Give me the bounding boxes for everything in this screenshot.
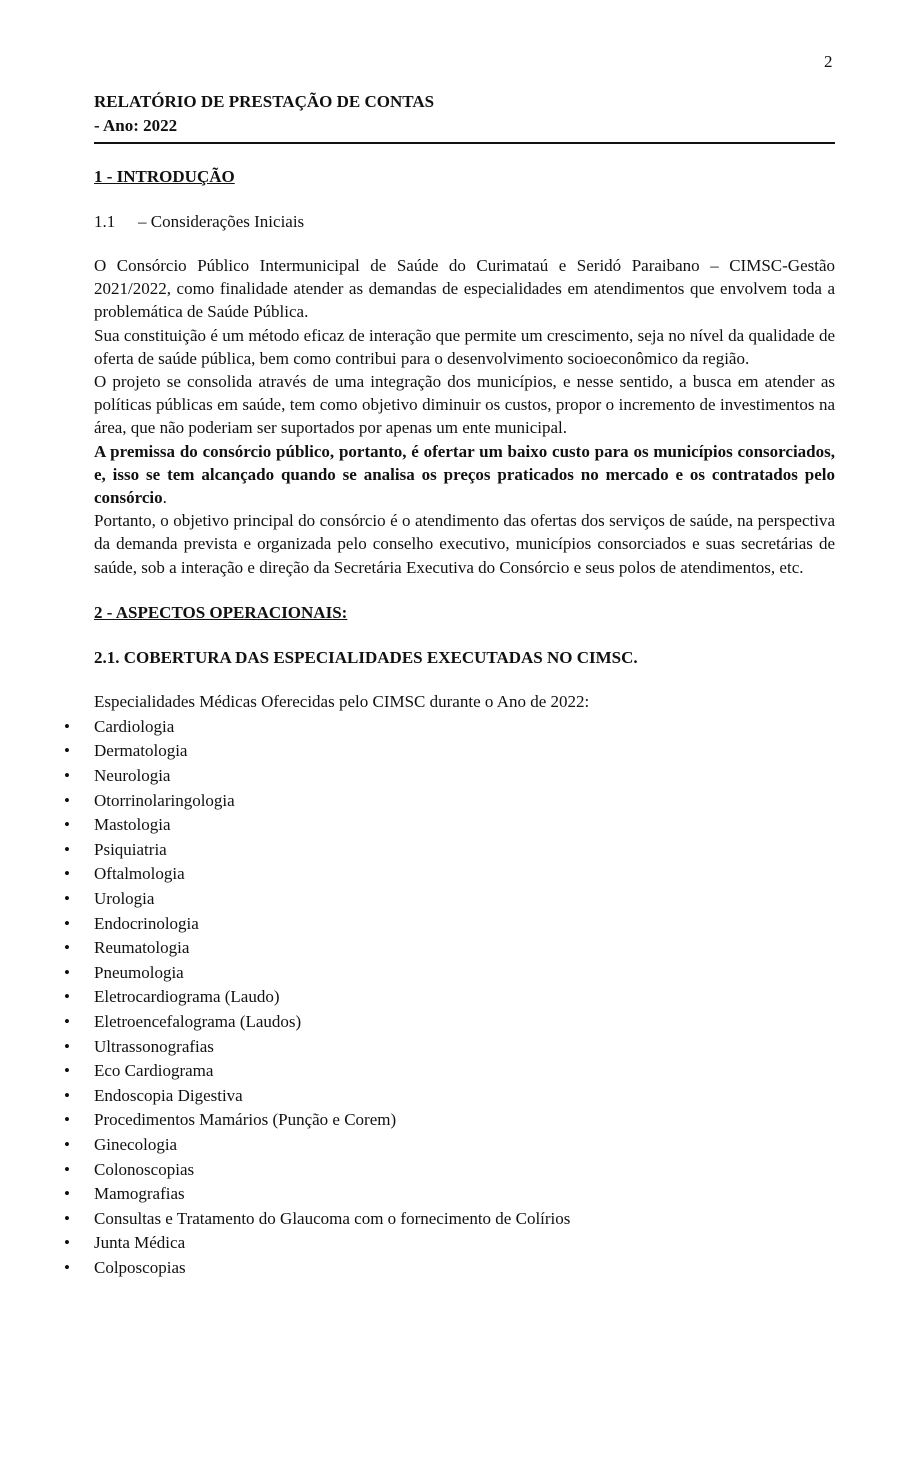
paragraph: O projeto se consolida através de uma integração dos municípios, e nesse sentido, a busca em atender as políticas públicas em saúde, tem como objetivo diminuir os custos, propor o incremento de investimentos na área, que não poderiam ser suportados por apenas um ente municipal. <box>94 372 835 438</box>
specialty-label: Oftalmologia <box>94 864 185 884</box>
specialty-label: Mastologia <box>94 815 171 835</box>
specialty-label: Mamografias <box>94 1184 185 1204</box>
bullet-icon: • <box>64 1257 70 1277</box>
bullet-icon: • <box>64 1159 70 1179</box>
specialties-intro: Especialidades Médicas Oferecidas pelo CIMSC durante o Ano de 2022: <box>94 691 590 711</box>
list-item <box>64 1207 835 1232</box>
bullet-icon: • <box>64 1085 70 1105</box>
specialty-label: Eletrocardiograma (Laudo) <box>94 987 280 1007</box>
bold-paragraph <box>94 440 835 510</box>
specialty-label: Endocrinologia <box>94 913 199 933</box>
list-item <box>64 1182 835 1207</box>
bullet-icon: • <box>64 741 70 761</box>
bullet-icon: • <box>64 962 70 982</box>
list-item <box>64 1084 835 1109</box>
section-2-heading: 2 - ASPECTOS OPERACIONAIS: <box>94 602 348 622</box>
page-number: 2 <box>824 52 833 71</box>
bullet-icon: • <box>64 864 70 884</box>
subsection-title: – Considerações Iniciais <box>138 212 305 231</box>
title-divider <box>94 142 835 144</box>
list-item <box>64 1059 835 1084</box>
bullet-icon: • <box>64 815 70 835</box>
list-item <box>64 789 835 814</box>
list-item <box>64 936 835 961</box>
specialty-label: Junta Médica <box>94 1233 186 1253</box>
bullet-icon: • <box>64 1110 70 1130</box>
specialty-label: Ginecologia <box>94 1134 178 1154</box>
specialty-label: Colposcopias <box>94 1257 186 1277</box>
list-item <box>64 838 835 863</box>
list-item <box>64 985 835 1010</box>
specialty-label: Dermatologia <box>94 741 188 761</box>
list-item <box>64 862 835 887</box>
list-item <box>64 764 835 789</box>
bullet-icon: • <box>64 987 70 1007</box>
introduction-text <box>94 254 835 579</box>
list-item <box>64 1133 835 1158</box>
bullet-icon: • <box>64 1061 70 1081</box>
list-item <box>64 961 835 986</box>
specialty-label: Psiquiatria <box>94 839 167 859</box>
specialty-label: Eco Cardiograma <box>94 1061 214 1081</box>
paragraph: O Consórcio Público Intermunicipal de Saúde do Curimataú e Seridó Paraibano – CIMSC-Gestão 2021/2022, como finalidade atender as demandas de especialidades em atendimentos que envolvem toda a problemática de Saúde Pública. <box>94 256 835 322</box>
list-item <box>64 1035 835 1060</box>
bullet-icon: • <box>64 716 70 736</box>
specialties-list <box>64 715 835 1281</box>
document-body <box>64 90 835 1281</box>
specialty-label: Reumatologia <box>94 938 190 958</box>
specialty-label: Consultas e Tratamento do Glaucoma com o fornecimento de Colírios <box>94 1208 571 1228</box>
specialty-label: Cardiologia <box>94 716 175 736</box>
bullet-icon: • <box>64 1184 70 1204</box>
specialty-label: Neurologia <box>94 766 171 786</box>
report-year: - Ano: 2022 <box>94 116 178 135</box>
bullet-icon: • <box>64 1134 70 1154</box>
bullet-icon: • <box>64 1011 70 1031</box>
bold-paragraph-text: A premissa do consórcio público, portanto, é ofertar um baixo custo para os municípios consorciados, e, isso se tem alcançado quando se analisa os preços praticados no mercado e os contratados pelo consórcio <box>94 441 835 508</box>
bullet-icon: • <box>64 839 70 859</box>
list-item <box>64 1231 835 1256</box>
list-item <box>64 1158 835 1183</box>
specialty-label: Urologia <box>94 889 155 908</box>
list-item <box>64 739 835 764</box>
bullet-icon: • <box>64 889 70 908</box>
specialty-label: Otorrinolaringologia <box>94 790 235 810</box>
list-item <box>64 912 835 937</box>
paragraph: Portanto, o objetivo principal do consórcio é o atendimento das ofertas dos serviços de saúde, na perspectiva da demanda prevista e organizada pelo conselho executivo, municípios consorciados e suas secretárias de saúde, sob a interação e direção da Secretária Executiva do Consórcio e seus polos de atendimentos, etc. <box>94 511 835 577</box>
specialty-label: Colonoscopias <box>94 1159 195 1179</box>
section-1-heading: 1 - INTRODUÇÃO <box>94 167 235 186</box>
list-item <box>64 813 835 838</box>
subsection-number: 1.1 <box>94 212 116 231</box>
specialty-label: Eletroencefalograma (Laudos) <box>94 1011 302 1031</box>
list-item <box>64 1108 835 1133</box>
section-2-1-heading: 2.1. COBERTURA DAS ESPECIALIDADES EXECUTADAS NO CIMSC. <box>94 647 638 667</box>
paragraph: Sua constituição é um método eficaz de interação que permite um crescimento, seja no nível da qualidade de oferta de saúde pública, bem como contribui para o desenvolvimento socioeconômico da região. <box>94 325 835 368</box>
list-item <box>64 887 835 912</box>
subsection-1-1 <box>94 211 835 233</box>
list-item <box>64 1256 835 1281</box>
bullet-icon: • <box>64 1233 70 1253</box>
bullet-icon: • <box>64 1036 70 1056</box>
specialty-label: Pneumologia <box>94 962 184 982</box>
list-item <box>64 715 835 740</box>
specialty-label: Ultrassonografias <box>94 1036 214 1056</box>
specialty-label: Endoscopia Digestiva <box>94 1085 243 1105</box>
bold-paragraph-end: . <box>162 488 167 508</box>
bullet-icon: • <box>64 766 70 786</box>
bullet-icon: • <box>64 1208 70 1228</box>
report-title: RELATÓRIO DE PRESTAÇÃO DE CONTAS <box>94 92 435 111</box>
bullet-icon: • <box>64 938 70 958</box>
bullet-icon: • <box>64 913 70 933</box>
bullet-icon: • <box>64 790 70 810</box>
specialty-label: Procedimentos Mamários (Punção e Corem) <box>94 1110 397 1130</box>
list-item <box>64 1010 835 1035</box>
